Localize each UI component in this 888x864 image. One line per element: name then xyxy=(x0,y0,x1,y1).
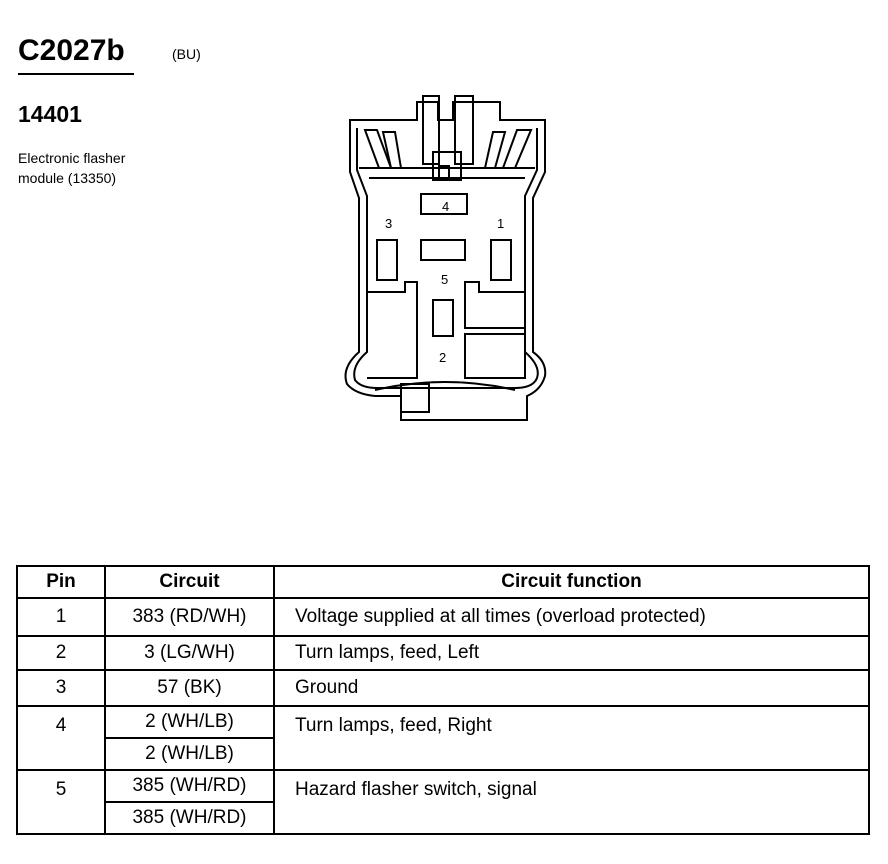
pin-cell: 3 xyxy=(17,670,105,706)
circuit-cell: 2 (WH/LB) xyxy=(105,706,274,738)
connector-color: (BU) xyxy=(172,46,201,62)
cavity-1 xyxy=(491,240,511,280)
cavity-5 xyxy=(433,300,453,336)
cavity-label-3: 3 xyxy=(385,216,393,231)
latch-tab-right xyxy=(455,96,473,164)
pin-cell: 5 xyxy=(17,770,105,834)
component-description xyxy=(18,148,218,188)
header-function: Circuit function xyxy=(274,566,869,598)
function-cell: Ground xyxy=(274,670,869,706)
table-header-row xyxy=(17,566,869,598)
table-row xyxy=(17,636,869,670)
pin-cell: 2 xyxy=(17,636,105,670)
connector-id: C2027b xyxy=(18,34,125,67)
function-cell: Turn lamps, feed, Right xyxy=(274,706,869,770)
part-number: 14401 xyxy=(18,101,82,127)
table-row xyxy=(17,670,869,706)
cavity-3 xyxy=(377,240,397,280)
pin-table xyxy=(16,565,870,835)
pin-cell: 1 xyxy=(17,598,105,636)
function-cell: Turn lamps, feed, Left xyxy=(274,636,869,670)
latch-tab-left xyxy=(423,96,439,164)
circuit-cell: 385 (WH/RD) xyxy=(105,770,274,802)
function-cell: Voltage supplied at all times (overload protected) xyxy=(274,598,869,636)
circuit-cell: 57 (BK) xyxy=(105,670,274,706)
table-row xyxy=(17,706,869,738)
connector-face-diagram xyxy=(335,90,555,430)
circuit-cell: 383 (RD/WH) xyxy=(105,598,274,636)
cavity-label-2: 2 xyxy=(439,350,447,365)
header-pin: Pin xyxy=(17,566,105,598)
cavity-label-1: 1 xyxy=(497,216,505,231)
table-row xyxy=(17,598,869,636)
circuit-cell: 3 (LG/WH) xyxy=(105,636,274,670)
connector-id-underline xyxy=(18,73,134,75)
table-row xyxy=(17,770,869,802)
function-cell: Hazard flasher switch, signal xyxy=(274,770,869,834)
component-description-line1: Electronic flasher xyxy=(18,150,126,166)
circuit-cell: 2 (WH/LB) xyxy=(105,738,274,770)
circuit-cell: 385 (WH/RD) xyxy=(105,802,274,834)
header-circuit: Circuit xyxy=(105,566,274,598)
component-description-line2: module (13350) xyxy=(18,170,117,186)
cavity-label-5: 5 xyxy=(441,272,449,287)
pin-cell: 4 xyxy=(17,706,105,770)
cavity-label-4: 4 xyxy=(442,199,450,214)
